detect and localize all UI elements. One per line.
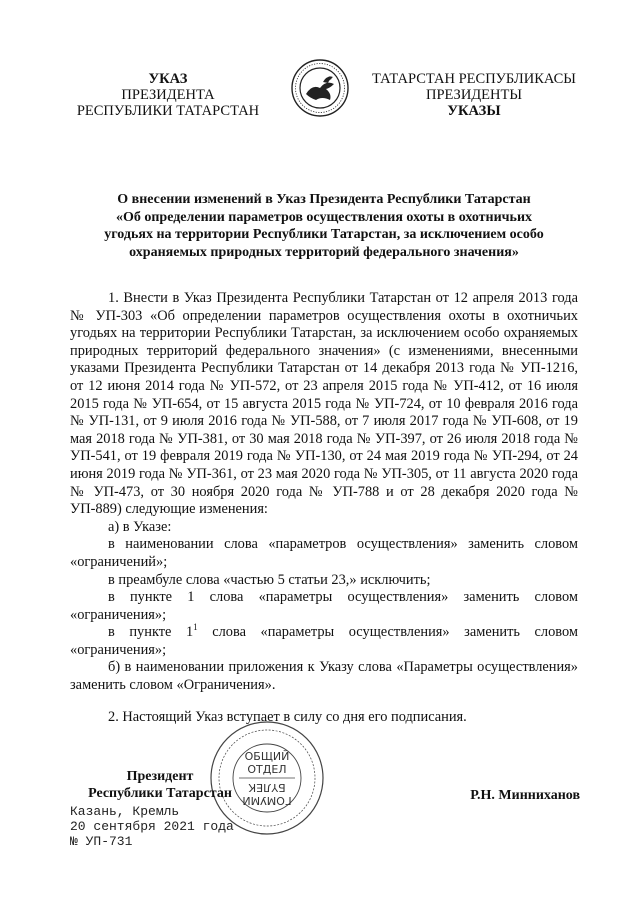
paragraph-2: 2. Настоящий Указ вступает в силу со дня его подписания. — [108, 708, 467, 725]
title-line: охраняемых природных территорий федерального значения» — [129, 244, 519, 260]
title-line: «Об определении параметров осуществления охоты в охотничьих — [115, 209, 533, 225]
paragraph-1: 1. Внести в Указ Президента Республики Татарстан от 12 апреля 2013 года № УП-303 «Об определении параметров осуществления охоты в охотничьих угодьях на территории Республики Татарстан, за исключением особо охраняемых природных территорий федерального значения» (с изменениями, внесенными указами Президента Республики Татарстан от 14 декабря 2013 года № УП-1216, от 12 июня 2014 года № УП-572, от 23 апреля 2015 года № УП-412, от 16 июля 2015 года № УП-654, от 15 августа 2015 года № УП-724, от 10 февраля 2016 года № УП-131, от 9 июля 2016 года № УП-588, от 7 июля 2017 года № УП-608, от 19 мая 2018 года № УП-381, от 30 мая 2018 года № УП-397, от 26 июля 2018 года № УП-541, от 19 февраля 2019 года № УП-130, от 24 мая 2019 года № УП-294, от 24 июня 2019 года № УП-361, от 23 мая 2020 года № УП-305, от 11 августа 2020 года № УП-473, от 30 ноября 2020 года № УП-788 и от 28 декабря 2020 года № УП-889) следующие изменения: — [70, 290, 578, 518]
stamp-line: ОТДЕЛ — [247, 763, 287, 776]
signature-position-line1: Президент — [126, 769, 194, 784]
title-line: угодьях на территории Республики Татарстан, за исключением особо — [104, 227, 544, 242]
header-right-line1: ТАТАРСТАН РЕСПУБЛИКАСЫ — [372, 71, 576, 87]
header-left — [68, 71, 268, 119]
header-right — [368, 71, 580, 119]
title-line: О внесении изменений в Указ Президента Республики Татарстан — [117, 192, 531, 207]
item-b: б) в наименовании приложения к Указу слова «Параметры осуществления» заменить словом «Ограничения». — [70, 659, 578, 694]
item-a-2: в преамбуле слова «частью 5 статьи 23,» исключить; — [108, 571, 431, 588]
header-left-line2: ПРЕЗИДЕНТА — [121, 87, 215, 103]
item-a: а) в Указе: — [108, 518, 172, 535]
item-a-4 — [70, 624, 578, 659]
header-right-line3: УКАЗЫ — [447, 103, 501, 119]
stamp-line: БҮЛЕК — [248, 781, 286, 794]
footer-number: № УП-731 — [70, 834, 133, 849]
stamp-line: ГОМУМИ — [242, 794, 292, 807]
signature-position-line2: Республики Татарстан — [88, 786, 232, 801]
coat-of-arms-icon — [290, 58, 350, 118]
document-body — [70, 290, 578, 726]
item-a-4-post: слова «параметры осуществления» заменить словом «ограничения»; — [70, 624, 578, 658]
item-a-3: в пункте 1 слова «параметры осуществления» заменить словом «ограничения»; — [70, 589, 578, 623]
footer-date: 20 сентября 2021 года — [70, 819, 234, 834]
item-a-1: в наименовании слова «параметров осуществления» заменить словом «ограничений»; — [70, 536, 578, 570]
signature-position — [70, 768, 250, 802]
header-left-line3: РЕСПУБЛИКИ ТАТАРСТАН — [76, 103, 260, 119]
item-a-4-pre: в пункте 1 — [108, 624, 194, 641]
item-a-4-sup: 1 — [193, 622, 198, 633]
stamp-line: ОБЩИЙ — [244, 750, 290, 763]
document-footer — [70, 804, 234, 849]
footer-place: Казань, Кремль — [70, 804, 180, 819]
document-title — [70, 191, 578, 261]
signature-name: Р.Н. Минниханов — [470, 788, 580, 803]
header-left-line1: УКАЗ — [148, 71, 188, 87]
header-right-line2: ПРЕЗИДЕНТЫ — [425, 87, 523, 103]
